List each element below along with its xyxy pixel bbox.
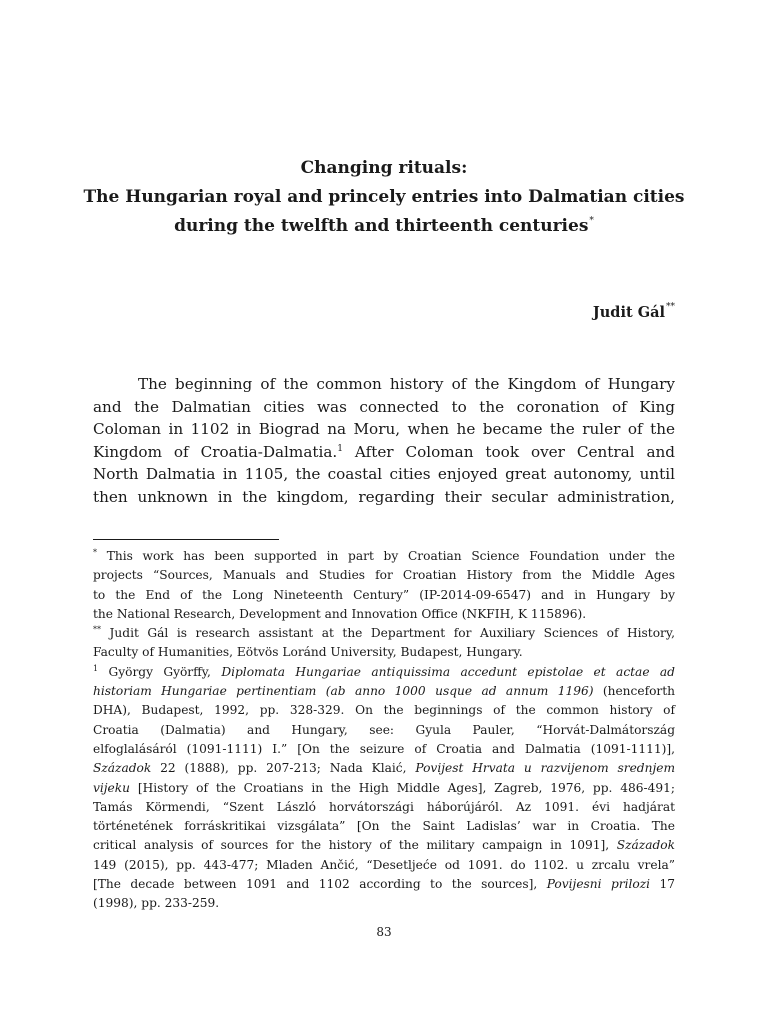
footnote-line: Tamás Körmendi, “Szent László horvátországi háborújáról. Az 1091. évi hadjárat [93, 799, 675, 814]
footnote-line: történetének forráskritikai vizsgálata” [On the Saint Ladislas’ war in Croatia. The [93, 819, 675, 834]
footnotes [93, 547, 675, 914]
footnote-line: (1998), pp. 233-259. [93, 896, 220, 911]
footnote-reference: 1 [337, 443, 343, 454]
footnote-line: vijeku [History of the Croatians in the High Middle Ages], Zagreb, 1976, pp. 486-491; [93, 780, 675, 795]
footnote-line: DHA), Budapest, 1992, pp. 328-329. On the beginnings of the common history of [93, 703, 675, 718]
body-line: North Dalmatia in 1105, the coastal cities enjoyed great autonomy, until [93, 465, 675, 484]
title-footnote-marker: * [589, 216, 594, 226]
author-name: Judit Gál** [592, 302, 675, 321]
footnote-line: projects “Sources, Manuals and Studies for Croatian History from the Middle Ages [93, 568, 675, 583]
footnote-line: Croatia (Dalmatia) and Hungary, see: Gyula Pauler, “Horvát-Dalmátország [93, 722, 675, 737]
chapter-title [60, 154, 708, 241]
footnote-line: to the End of the Long Nineteenth Century” (IP-2014-09-6547) and in Hungary by [93, 587, 675, 602]
body-line: and the Dalmatian cities was connected to the coronation of King [93, 397, 675, 416]
body-line: then unknown in the kingdom, regarding their secular administration, [93, 487, 675, 506]
page-number: 83 [376, 925, 392, 939]
title-line-2: The Hungarian royal and princely entries into Dalmatian cities [83, 187, 685, 207]
body-line: Kingdom of Croatia-Dalmatia.$^1$ After Coloman took over Central and [93, 442, 676, 461]
footnote-star: * This work has been supported in part by Croatian Science Foundation under the [93, 548, 676, 563]
author-footnote-marker: ** [666, 302, 675, 312]
title-line-1: Changing rituals: [300, 158, 468, 178]
footnote-line: Faculty of Humanities, Eötvös Loránd University, Budapest, Hungary. [93, 645, 523, 660]
body-paragraph [93, 373, 675, 509]
footnote-line: critical analysis of sources for the history of the military campaign in 1091], Századok [93, 838, 675, 853]
body-line: Coloman in 1102 in Biograd na Moru, when he became the ruler of the [93, 420, 675, 439]
footnote-line: the National Research, Development and Innovation Office (NKFIH, K 115896). [93, 606, 587, 621]
footnote-separator [93, 539, 279, 540]
body-line: The beginning of the common history of the Kingdom of Hungary [138, 375, 675, 393]
title-line-3: during the twelfth and thirteenth centuries* [174, 216, 594, 236]
footnote-line: 149 (2015), pp. 443-477; Mladen Ančić, “Desetljeće od 1091. do 1102. u zrcalu vrela” [93, 857, 675, 872]
footnote-1: $^1$ György Györffy, Diplomata Hungariae antiquissima accedunt epistolae et actae ad [93, 663, 675, 679]
footnote-line: elfoglalásáról (1091-1111) I.” [On the seizure of Croatia and Dalmatia (1091-1111)], [93, 741, 675, 756]
footnote-double-star: ** Judit Gál is research assistant at the Department for Auxiliary Sciences of History, [93, 625, 676, 641]
footnote-line: [The decade between 1091 and 1102 according to the sources], Povijesni prilozi 17 [93, 877, 675, 892]
footnote-line: Századok 22 (1888), pp. 207-213; Nada Klaić, Povijest Hrvata u razvijenom srednjem [93, 761, 676, 776]
footnote-line: historiam Hungariae pertinentiam (ab anno 1000 usque ad annum 1196) (henceforth [93, 684, 675, 699]
